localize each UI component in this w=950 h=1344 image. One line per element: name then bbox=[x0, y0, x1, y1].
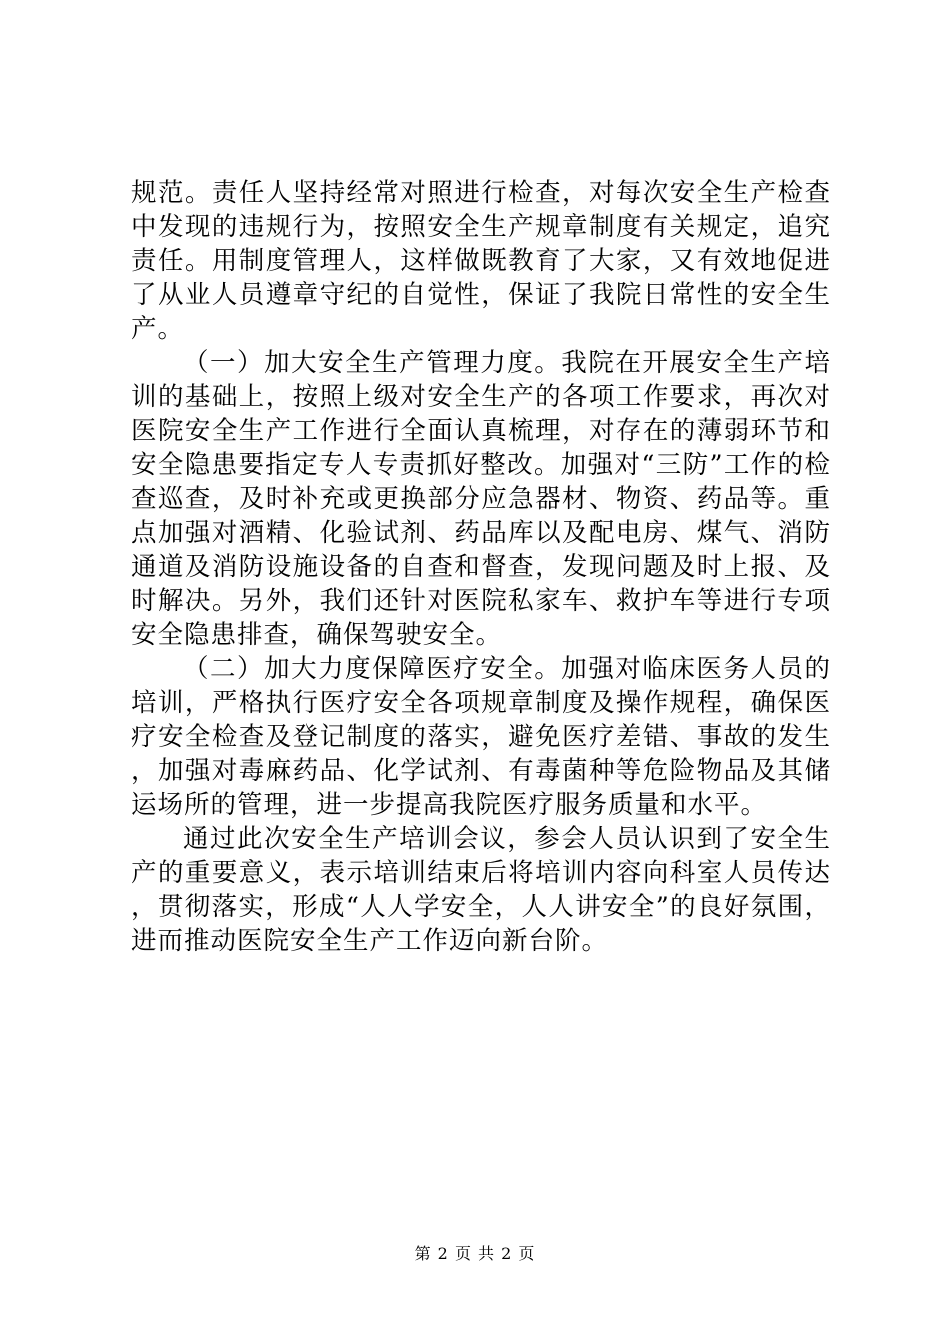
page-number-footer: 第 2 页 共 2 页 bbox=[414, 1244, 536, 1263]
paragraph-conclusion: 通过此次安全生产培训会议，参会人员认识到了安全生产的重要意义，表示培训结束后将培训内容向科室人员传达，贯彻落实，形成“人人学安全，人人讲安全”的良好氛围，进而推动医院安全生产工作迈向新台阶。 bbox=[131, 824, 831, 956]
paragraph-section-one: （一）加大安全生产管理力度。我院在开展安全生产培训的基础上，按照上级对安全生产的各项工作要求，再次对医院安全生产工作进行全面认真梳理，对存在的薄弱环节和安全隐患要指定专人专责抓好整改。加强对“三防”工作的检查巡查，及时补充或更换部分应急器材、物资、药品等。重点加强对酒精、化验试剂、药品库以及配电房、煤气、消防通道及消防设施设备的自查和督查，发现问题及时上报、及时解决。另外，我们还针对医院私家车、救护车等进行专项安全隐患排查，确保驾驶安全。 bbox=[131, 348, 831, 650]
document-body bbox=[131, 176, 831, 958]
paragraph-continuation: 规范。责任人坚持经常对照进行检查，对每次安全生产检查中发现的违规行为，按照安全生产规章制度有关规定，追究责任。用制度管理人，这样做既教育了大家，又有效地促进了从业人员遵章守纪的自觉性，保证了我院日常性的安全生产。 bbox=[131, 178, 831, 344]
paragraph-section-two: （二）加大力度保障医疗安全。加强对临床医务人员的培训，严格执行医疗安全各项规章制度及操作规程，确保医疗安全检查及登记制度的落实，避免医疗差错、事故的发生，加强对毒麻药品、化学试剂、有毒菌种等危险物品及其储运场所的管理，进一步提高我院医疗服务质量和水平。 bbox=[131, 654, 831, 820]
